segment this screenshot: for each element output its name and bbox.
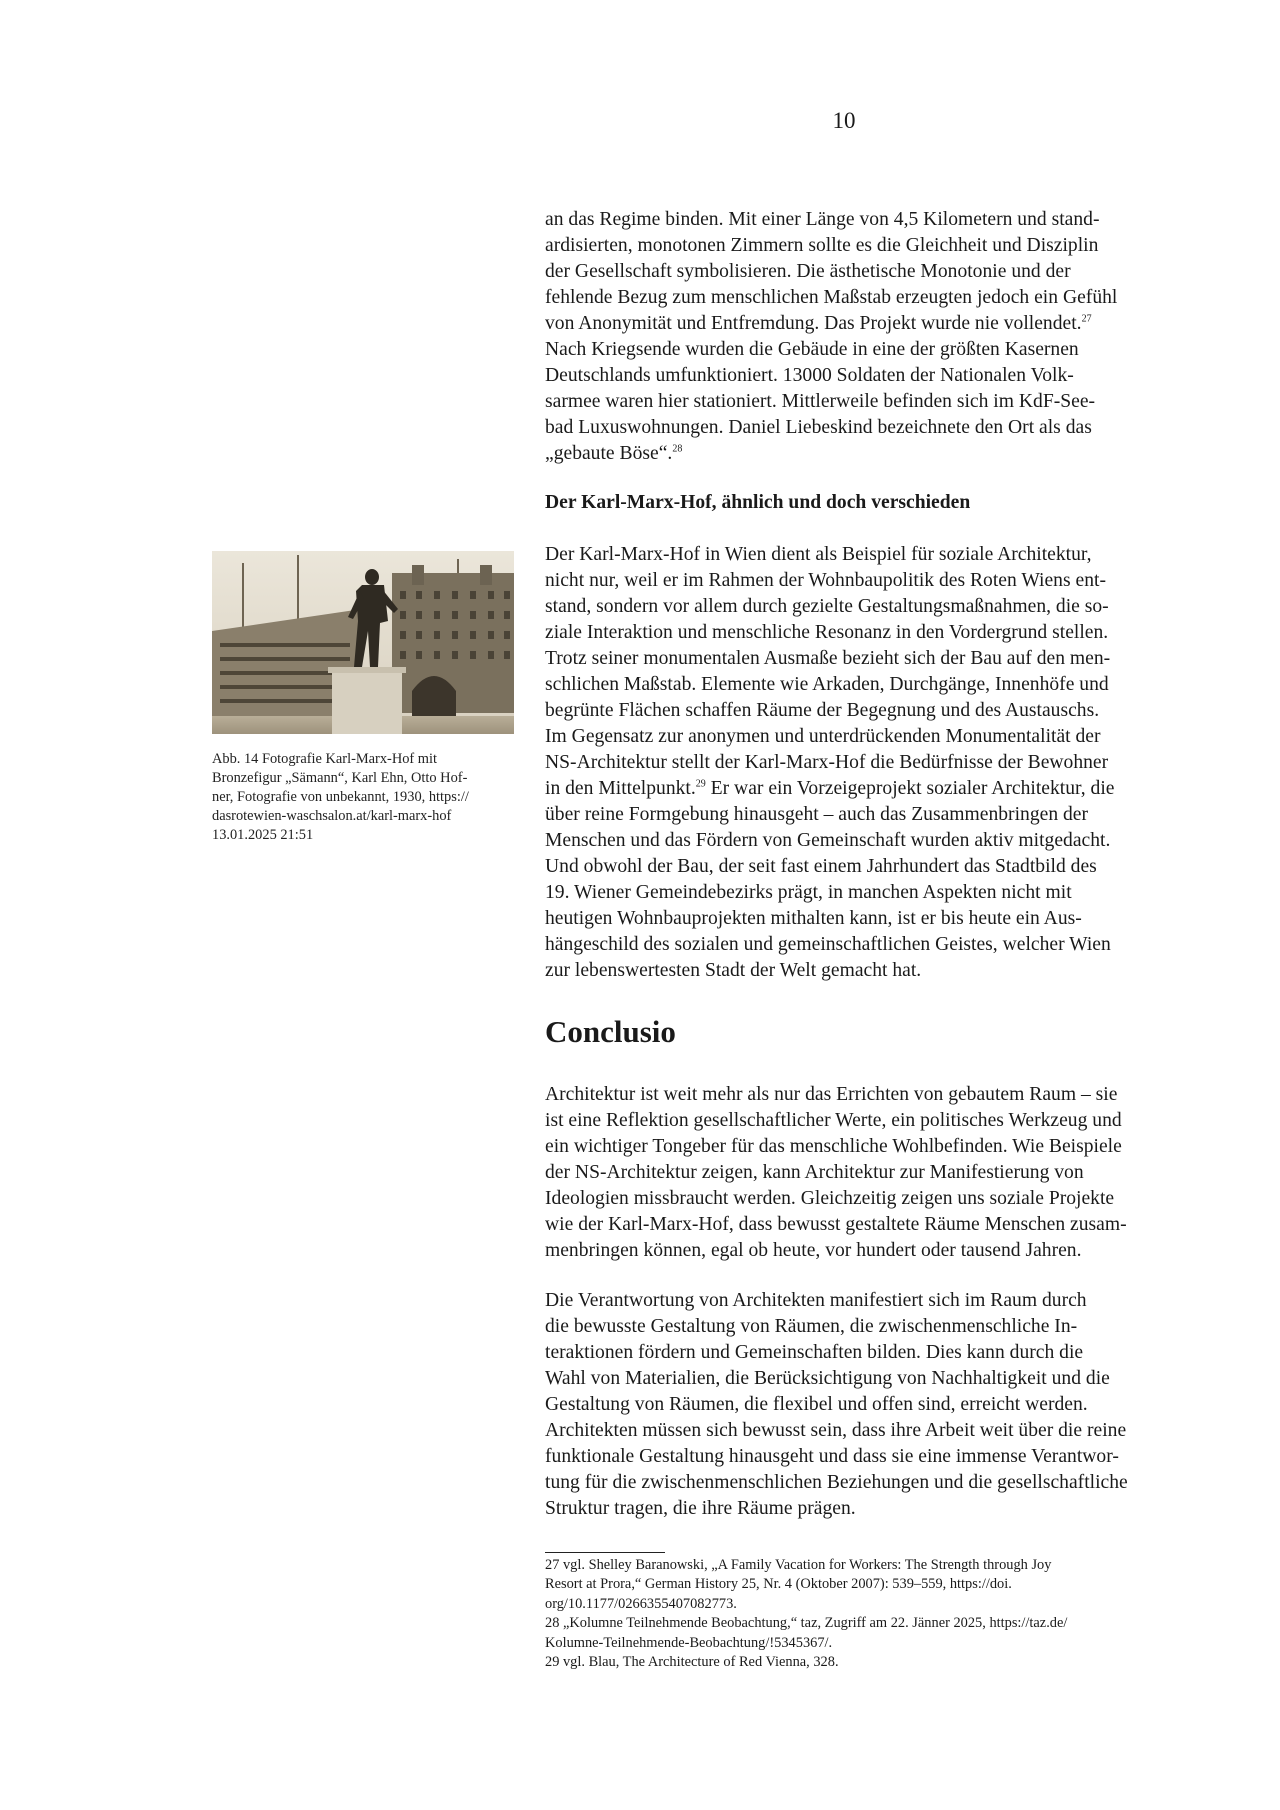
figure-caption: [212, 750, 517, 845]
text-line: tung für die zwischenmenschlichen Beziehungen und die gesellschaftliche: [545, 1472, 1128, 1493]
footnote-ref-27: 27: [1081, 313, 1092, 325]
text-line: Und obwohl der Bau, der seit fast einem Jahrhundert das Stadtbild des: [545, 856, 1097, 877]
text-line: schlichen Maßstab. Elemente wie Arkaden, Durchgänge, Innenhöfe und: [545, 674, 1109, 695]
text-line: „gebaute Böse“.$^{28}$: [545, 443, 683, 464]
footnote-line: Resort at Prora,“ German History 25, Nr. 4 (Oktober 2007): 539–559, https://doi.: [545, 1576, 1012, 1593]
text-line: die bewusste Gestaltung von Räumen, die zwischenmenschliche In-: [545, 1316, 1078, 1337]
footnote-line: org/10.1177/0266355407082773.: [545, 1595, 737, 1612]
text-line: Gestaltung von Räumen, die flexibel und offen sind, erreicht werden.: [545, 1394, 1088, 1415]
text-line: stand, sondern vor allem durch gezielte Gestaltungsmaßnahmen, die so-: [545, 596, 1109, 617]
text-line: Deutschlands umfunktioniert. 13000 Soldaten der Nationalen Volk-: [545, 365, 1074, 386]
text-line: teraktionen fördern und Gemeinschaften bilden. Dies kann durch die: [545, 1342, 1084, 1363]
karl-marx-hof-photo: [212, 551, 514, 734]
text-line: hängeschild des sozialen und gemeinschaftlichen Geistes, welcher Wien: [545, 934, 1111, 955]
text-line: Menschen und das Fördern von Gemeinschaft wurden aktiv mitgedacht.: [545, 830, 1111, 851]
conclusio-heading: Conclusio: [545, 1014, 676, 1049]
text-line: ein wichtiger Tongeber für das menschliche Wohlbefinden. Wie Beispiele: [545, 1136, 1122, 1157]
text-line: Ideologien missbraucht werden. Gleichzeitig zeigen uns soziale Projekte: [545, 1188, 1115, 1209]
conclusio-paragraph-2: [545, 1288, 1155, 1522]
text-line: Der Karl-Marx-Hof in Wien dient als Beispiel für soziale Architektur,: [545, 544, 1092, 565]
conclusio-paragraph-1: [545, 1082, 1155, 1264]
section-subheading: Der Karl-Marx-Hof, ähnlich und doch verschieden: [545, 492, 971, 513]
text-line: ardisierten, monotonen Zimmern sollte es die Gleichheit und Disziplin: [545, 235, 1099, 256]
text-line: heutigen Wohnbauprojekten mithalten kann, ist er bis heute ein Aus-: [545, 908, 1082, 929]
page-number: 10: [832, 108, 856, 133]
footnote-ref-28: 28: [672, 443, 683, 455]
text-line: bad Luxuswohnungen. Daniel Liebeskind bezeichnete den Ort als das: [545, 417, 1092, 438]
text-line: wie der Karl-Marx-Hof, dass bewusst gestaltete Räume Menschen zusam-: [545, 1214, 1127, 1235]
caption-line: dasrotewien-waschsalon.at/karl-marx-hof: [212, 808, 452, 824]
text-line: der Gesellschaft symbolisieren. Die ästhetische Monotonie und der: [545, 261, 1071, 282]
text-line: menbringen können, egal ob heute, vor hundert oder tausend Jahren.: [545, 1240, 1082, 1261]
text-line: Nach Kriegsende wurden die Gebäude in eine der größten Kasernen: [545, 339, 1079, 360]
text-line: ist eine Reflektion gesellschaftlicher Werte, ein politisches Werkzeug und: [545, 1110, 1122, 1131]
text-line: zur lebenswertesten Stadt der Welt gemacht hat.: [545, 960, 922, 981]
text-line: Architekten müssen sich bewusst sein, dass ihre Arbeit weit über die reine: [545, 1420, 1127, 1441]
footnote-line: 29 vgl. Blau, The Architecture of Red Vienna, 328.: [545, 1654, 839, 1671]
intro-paragraph: [545, 207, 1155, 467]
caption-line: Abb. 14 Fotografie Karl-Marx-Hof mit: [212, 751, 438, 767]
text-line: der NS-Architektur zeigen, kann Architektur zur Manifestierung von: [545, 1162, 1084, 1183]
text-line: über reine Formgebung hinausgeht – auch das Zusammenbringen der: [545, 804, 1089, 825]
text-line: NS-Architektur stellt der Karl-Marx-Hof die Bedürfnisse der Bewohner: [545, 752, 1109, 773]
text-line: begrünte Flächen schaffen Räume der Begegnung und des Austauschs.: [545, 700, 1100, 721]
text-line: Architektur ist weit mehr als nur das Errichten von gebautem Raum – sie: [545, 1084, 1118, 1105]
caption-line: Bronzefigur „Sämann“, Karl Ehn, Otto Hof-: [212, 770, 468, 786]
text-line: ziale Interaktion und menschliche Resonanz in den Vordergrund stellen.: [545, 622, 1109, 643]
footnote-line: 28 „Kolumne Teilnehmende Beobachtung,“ taz, Zugriff am 22. Jänner 2025, https://taz.de/: [545, 1615, 1068, 1632]
text-line: von Anonymität und Entfremdung. Das Projekt wurde nie vollendet.$^{27}$: [545, 313, 1092, 334]
text-line: nicht nur, weil er im Rahmen der Wohnbaupolitik des Roten Wiens ent-: [545, 570, 1106, 591]
footnote-line: Kolumne-Teilnehmende-Beobachtung/!5345367/.: [545, 1634, 833, 1651]
footnote-line: 27 vgl. Shelley Baranowski, „A Family Vacation for Workers: The Strength through Joy: [545, 1557, 1052, 1573]
text-line: Struktur tragen, die ihre Räume prägen.: [545, 1498, 856, 1519]
text-line: funktionale Gestaltung hinausgeht und dass sie eine immense Verantwor-: [545, 1446, 1119, 1467]
caption-line: ner, Fotografie von unbekannt, 1930, https://: [212, 789, 469, 805]
text-line: Trotz seiner monumentalen Ausmaße bezieht sich der Bau auf den men-: [545, 648, 1111, 669]
text-line: sarmee waren hier stationiert. Mittlerweile befinden sich im KdF-See-: [545, 391, 1096, 412]
text-line: an das Regime binden. Mit einer Länge von 4,5 Kilometern und stand-: [545, 209, 1100, 230]
text-line: 19. Wiener Gemeindebezirks prägt, in manchen Aspekten nicht mit: [545, 882, 1072, 903]
caption-line: 13.01.2025 21:51: [212, 827, 314, 843]
footnotes: [545, 1556, 1155, 1672]
text-line: in den Mittelpunkt.$^{29}$ Er war ein Vorzeigeprojekt sozialer Architektur, die: [545, 778, 1115, 799]
footnote-ref-29: 29: [695, 778, 706, 790]
text-line: Im Gegensatz zur anonymen und unterdrückenden Monumentalität der: [545, 726, 1101, 747]
text-line: Die Verantwortung von Architekten manifestiert sich im Raum durch: [545, 1290, 1087, 1311]
karl-marx-hof-paragraph: [545, 542, 1155, 984]
text-line: Wahl von Materialien, die Berücksichtigung von Nachhaltigkeit und die: [545, 1368, 1110, 1389]
text-line: fehlende Bezug zum menschlichen Maßstab erzeugten jedoch ein Gefühl: [545, 287, 1118, 308]
footnote-divider: [545, 1552, 665, 1553]
